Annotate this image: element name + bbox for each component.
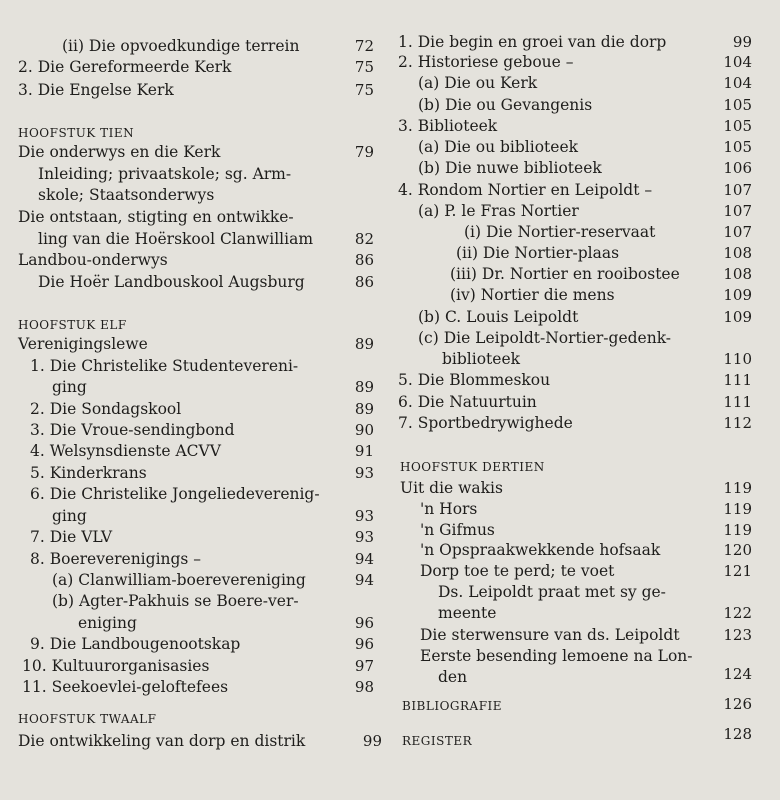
toc-entry-page: 91 bbox=[354, 442, 374, 460]
toc-entry-page: 89 bbox=[354, 335, 374, 353]
chapter-heading-13: HOOFSTUK DERTIEN bbox=[400, 460, 545, 474]
toc-entry-page: 108 bbox=[723, 265, 752, 283]
toc-entry-page: 107 bbox=[723, 202, 752, 220]
toc-entry-text: 4. Rondom Nortier en Leipoldt – bbox=[398, 181, 653, 199]
toc-entry-page: 89 bbox=[354, 378, 374, 396]
toc-entry-text: ling van die Hoërskool Clanwilliam bbox=[38, 230, 314, 248]
toc-entry-page: 109 bbox=[723, 308, 752, 326]
toc-entry-text: Die onderwys en die Kerk bbox=[18, 143, 221, 161]
toc-entry-page: 89 bbox=[354, 400, 374, 418]
toc-entry-page: 124 bbox=[723, 665, 752, 683]
toc-entry-text: (b) C. Louis Leipoldt bbox=[418, 308, 579, 326]
toc-entry-text: (b) Agter-Pakhuis se Boere-ver- bbox=[52, 592, 299, 610]
toc-entry-text: Verenigingslewe bbox=[18, 335, 148, 353]
toc-entry-text: 5. Die Blommeskou bbox=[398, 371, 551, 389]
toc-entry-page: 90 bbox=[354, 421, 374, 439]
toc-entry-text: Eerste besending lemoene na Lon- bbox=[420, 647, 693, 665]
toc-entry-page: 110 bbox=[723, 350, 752, 368]
toc-entry-page: 94 bbox=[354, 550, 374, 568]
toc-entry-text: Die ontstaan, stigting en ontwikke- bbox=[18, 208, 294, 226]
toc-entry-text: 'n Hors bbox=[420, 500, 478, 518]
toc-entry-page: 98 bbox=[354, 678, 374, 696]
chapter-heading-10: HOOFSTUK TIEN bbox=[18, 126, 135, 140]
toc-entry-page: 97 bbox=[354, 657, 374, 675]
toc-entry-page: 105 bbox=[723, 96, 752, 114]
toc-entry-text: 6. Die Christelike Jongeliedeverenig- bbox=[30, 485, 320, 503]
toc-entry-text: 7. Die VLV bbox=[30, 528, 113, 546]
toc-entry-page: 106 bbox=[723, 159, 752, 177]
toc-entry-text: skole; Staatsonderwys bbox=[38, 186, 215, 204]
toc-entry-page: 79 bbox=[354, 143, 374, 161]
toc-entry-page: 121 bbox=[723, 562, 752, 580]
toc-entry-text: (b) Die ou Gevangenis bbox=[418, 96, 593, 114]
toc-entry-text: ging bbox=[52, 378, 87, 396]
toc-entry-text: 10. Kultuurorganisasies bbox=[22, 657, 210, 675]
toc-entry-text: (ii) Die Nortier-plaas bbox=[456, 244, 620, 262]
bibliography-page: 126 bbox=[723, 695, 752, 713]
toc-entry-text: Landbou-onderwys bbox=[18, 251, 168, 269]
toc-entry-page: 93 bbox=[354, 464, 374, 482]
toc-entry-text: (i) Die Nortier-reservaat bbox=[464, 223, 656, 241]
toc-entry-text: meente bbox=[438, 604, 497, 622]
toc-entry-text: (a) P. le Fras Nortier bbox=[418, 202, 579, 220]
toc-entry-text: (a) Die ou Kerk bbox=[418, 74, 538, 92]
toc-entry-text: 3. Die Engelse Kerk bbox=[18, 81, 174, 99]
toc-entry-page: 75 bbox=[354, 81, 374, 99]
toc-entry-text: 2. Historiese geboue – bbox=[398, 53, 574, 71]
toc-entry-page: 107 bbox=[723, 181, 752, 199]
toc-entry-text: 'n Opspraakwekkende hofsaak bbox=[420, 541, 661, 559]
toc-entry-page: 112 bbox=[723, 414, 752, 432]
toc-entry-page: 94 bbox=[354, 571, 374, 589]
toc-entry-page: 107 bbox=[723, 223, 752, 241]
toc-entry-page: 75 bbox=[354, 58, 374, 76]
toc-entry-text: 6. Die Natuurtuin bbox=[398, 393, 537, 411]
toc-entry-text: 1. Die begin en groei van die dorp bbox=[398, 33, 667, 51]
bibliography-heading: BIBLIOGRAFIE bbox=[402, 699, 503, 713]
toc-entry-page: 123 bbox=[723, 626, 752, 644]
toc-entry-page: 93 bbox=[354, 507, 374, 525]
toc-entry-page: 105 bbox=[723, 138, 752, 156]
chapter-heading-12: HOOFSTUK TWAALF bbox=[18, 712, 157, 726]
toc-entry-page: 96 bbox=[354, 635, 374, 653]
toc-entry-page: 104 bbox=[723, 74, 752, 92]
toc-entry-page: 119 bbox=[723, 479, 752, 497]
register-page: 128 bbox=[723, 725, 752, 743]
toc-entry-page: 99 bbox=[362, 732, 382, 750]
toc-entry-page: 104 bbox=[723, 53, 752, 71]
toc-entry-text: (b) Die nuwe biblioteek bbox=[418, 159, 602, 177]
toc-entry-text: 5. Kinderkrans bbox=[30, 464, 147, 482]
toc-entry-text: 2. Die Gereformeerde Kerk bbox=[18, 58, 232, 76]
toc-entry-text: (ii) Die opvoedkundige terrein bbox=[62, 37, 300, 55]
toc-entry-page: 72 bbox=[354, 37, 374, 55]
toc-entry-page: 119 bbox=[723, 521, 752, 539]
toc-entry-text: den bbox=[438, 668, 468, 686]
toc-entry-text: 4. Welsynsdienste ACVV bbox=[30, 442, 221, 460]
toc-entry-page: 119 bbox=[723, 500, 752, 518]
toc-entry-page: 86 bbox=[354, 251, 374, 269]
toc-entry-page: 105 bbox=[723, 117, 752, 135]
toc-entry-page: 109 bbox=[723, 286, 752, 304]
toc-entry-page: 111 bbox=[723, 371, 752, 389]
toc-entry-text: 7. Sportbedrywighede bbox=[398, 414, 573, 432]
toc-entry-text: (iv) Nortier die mens bbox=[450, 286, 615, 304]
toc-entry-text: 3. Biblioteek bbox=[398, 117, 498, 135]
toc-entry-page: 120 bbox=[723, 541, 752, 559]
register-heading: REGISTER bbox=[402, 734, 473, 748]
toc-entry-text: Die sterwensure van ds. Leipoldt bbox=[420, 626, 680, 644]
toc-entry-page: 108 bbox=[723, 244, 752, 262]
toc-entry-text: 1. Die Christelike Studentevereni- bbox=[30, 357, 299, 375]
toc-entry-page: 111 bbox=[723, 393, 752, 411]
chapter-heading-11: HOOFSTUK ELF bbox=[18, 318, 127, 332]
toc-entry-text: Inleiding; privaatskole; sg. Arm- bbox=[38, 165, 292, 183]
toc-entry-page: 122 bbox=[723, 604, 752, 622]
toc-entry-page: 93 bbox=[354, 528, 374, 546]
toc-entry-page: 99 bbox=[732, 33, 752, 51]
toc-entry-text: (a) Die ou biblioteek bbox=[418, 138, 579, 156]
toc-entry-text: (c) Die Leipoldt-Nortier-gedenk- bbox=[418, 329, 672, 347]
toc-entry-text: eniging bbox=[78, 614, 137, 632]
toc-entry-page: 86 bbox=[354, 273, 374, 291]
toc-entry-text: (iii) Dr. Nortier en rooibostee bbox=[450, 265, 680, 283]
toc-entry-text: 2. Die Sondagskool bbox=[30, 400, 182, 418]
toc-entry-text: (a) Clanwilliam-boerevereniging bbox=[52, 571, 306, 589]
toc-entry-text: Dorp toe te perd; te voet bbox=[420, 562, 615, 580]
toc-entry-text: 3. Die Vroue-sendingbond bbox=[30, 421, 235, 439]
toc-entry-text: 11. Seekoevlei-geloftefees bbox=[22, 678, 229, 696]
toc-entry-page: 96 bbox=[354, 614, 374, 632]
toc-entry-text: 9. Die Landbougenootskap bbox=[30, 635, 241, 653]
toc-entry-text: Ds. Leipoldt praat met sy ge- bbox=[438, 583, 666, 601]
toc-entry-text: Uit die wakis bbox=[400, 479, 503, 497]
toc-entry-text: ging bbox=[52, 507, 87, 525]
toc-entry-text: Die ontwikkeling van dorp en distrik bbox=[18, 732, 306, 750]
toc-entry-text: 'n Gifmus bbox=[420, 521, 495, 539]
toc-entry-text: biblioteek bbox=[442, 350, 521, 368]
toc-entry-page: 82 bbox=[354, 230, 374, 248]
toc-entry-text: 8. Boereverenigings – bbox=[30, 550, 202, 568]
toc-entry-text: Die Hoër Landbouskool Augsburg bbox=[38, 273, 305, 291]
